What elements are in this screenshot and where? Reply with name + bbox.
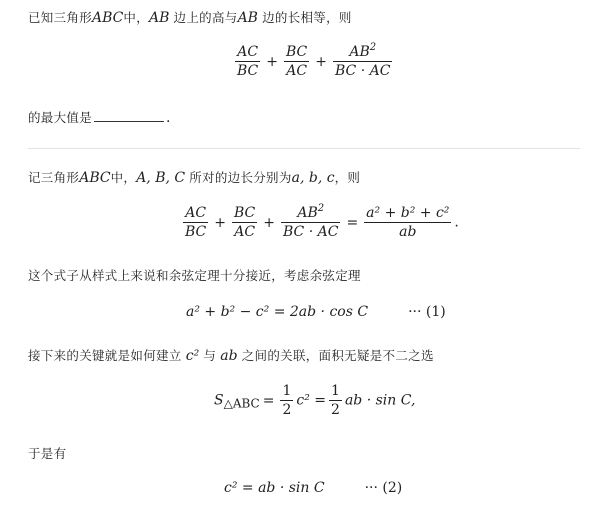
equation-3: $S_{\triangle ABC}$ = $\frac{1}{2}$ c² = $\frac{1}{2}$ ab · sin C, bbox=[214, 383, 416, 418]
problem-line-1 bbox=[28, 8, 352, 26]
problem-text: 的最大值是 bbox=[28, 110, 93, 125]
vertices: A, B, C bbox=[136, 170, 186, 186]
answer-blank[interactable] bbox=[94, 111, 164, 122]
side-ab: AB bbox=[149, 10, 170, 26]
equation-2 bbox=[186, 304, 446, 320]
problem-text: 边上的高与 bbox=[173, 10, 238, 25]
problem-text: 已知三角形 bbox=[28, 10, 93, 25]
fraction-ab2: $\frac{AB^2}{BC \cdot AC}$ bbox=[335, 42, 391, 79]
section-divider bbox=[28, 148, 580, 149]
law-of-cosines: a² + b² − c² = 2ab · cos C bbox=[186, 304, 369, 320]
solution-line-3: 接下来的关键就是如何建立 c² 与 ab 之间的关联，面积无疑是不二之选 bbox=[28, 348, 434, 364]
solution-line-4: 于是有 bbox=[28, 446, 67, 461]
problem-expression: $\frac{AC}{BC}$ + $\frac{BC}{AC}$ + $\frac{AB^2}{BC \cdot AC}$ bbox=[237, 42, 391, 79]
solution-line-2: 这个式子从样式上来说和余弦定理十分接近，考虑余弦定理 bbox=[28, 268, 361, 283]
equation-1: $\frac{AC}{BC}$ + $\frac{BC}{AC}$ + $\frac{AB^2}{BC \cdot AC}$ = $\frac{\text{a² + b² + c²}}{ab}$ . bbox=[185, 203, 459, 240]
sides: a, b, c bbox=[291, 170, 335, 186]
fraction-bc-ac: $\frac{BC}{AC}$ bbox=[286, 44, 308, 79]
fraction-ac-bc: $\frac{AC}{BC}$ bbox=[237, 44, 259, 79]
triangle-name: ABC bbox=[92, 10, 124, 26]
side-ab: AB bbox=[237, 10, 258, 26]
problem-line-2: 的最大值是 . bbox=[28, 110, 171, 126]
equation-tag-1: ··· (1) bbox=[408, 304, 446, 320]
fraction-rhs: $\frac{\text{a² + b² + c²}}{ab}$ bbox=[366, 205, 450, 240]
equation-tag-2: ··· (2) bbox=[364, 480, 403, 496]
solution-line-1: 记三角形ABC中，A, B, C 所对的边长分别为a, b, c，则 bbox=[28, 170, 361, 186]
problem-text: 中， bbox=[123, 10, 149, 25]
equation-4: c² = ab · sin C ··· (2) bbox=[224, 480, 403, 496]
problem-text: 边的长相等，则 bbox=[262, 10, 352, 25]
